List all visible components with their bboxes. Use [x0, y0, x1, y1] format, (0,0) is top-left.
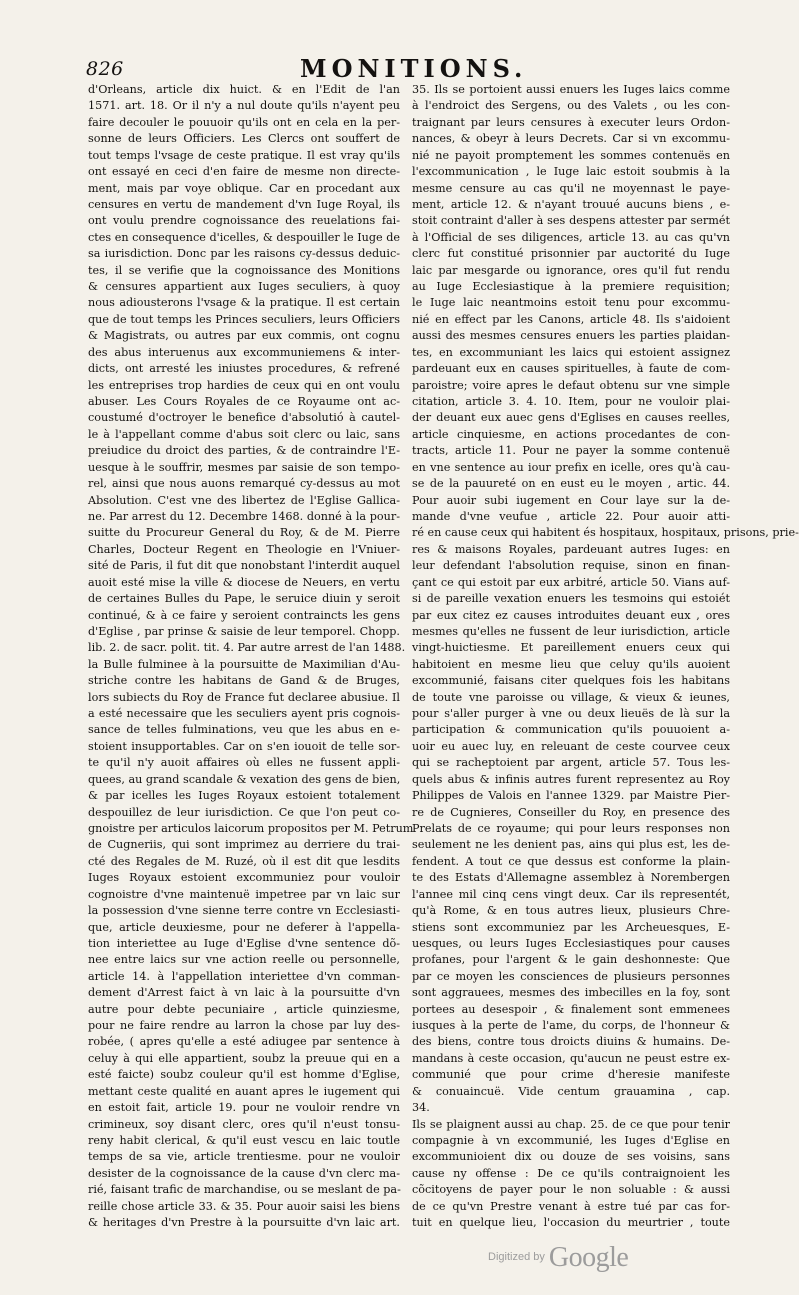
text-line: nié ne payoit promptement les sommes contenuës en [412, 148, 730, 162]
text-line: de ce qu'vn Prestre venant à estre tué par cas for- [412, 1199, 730, 1213]
text-line: portees au desespoir , & finalement sont emmenees [412, 1002, 730, 1016]
text-line: Prelats de ce royaume; qui pour leurs responses non [412, 821, 730, 835]
text-line: la possession d'vne sienne terre contre vn Ecclesiasti- [88, 904, 400, 918]
digitized-by-google-watermark [488, 1242, 628, 1274]
text-line: aussi des mesmes censures enuers les parties plaidan- [412, 329, 730, 343]
text-line: & heritages d'vn Prestre à la poursuitte d'vn laic art. [88, 1216, 400, 1230]
text-line: striche contre les habitans de Gand & de Bruges, [88, 674, 400, 688]
text-line: que de tout temps les Princes seculiers, leurs Officiers [88, 312, 400, 326]
text-line: Charles, Docteur Regent en Theologie en l'Vniuer- [88, 542, 400, 556]
text-line: en estoit fait, article 19. pour ne vouloir rendre vn [88, 1101, 400, 1115]
text-line: mesmes qu'elles ne fussent de leur iurisdiction, article [412, 624, 730, 638]
text-line: Iuges Royaux estoient excommuniez pour vouloir [88, 871, 400, 885]
text-line: abuser. Les Cours Royales de ce Royaume ont ac- [88, 395, 400, 409]
text-line: sité de Paris, il fut dit que nonobstant l'interdit auquel [88, 559, 400, 573]
text-line: autre pour debte pecuniaire , article quinziesme, [88, 1002, 400, 1016]
text-line: te des Estats d'Allemagne assemblez à Norembergen [412, 871, 730, 885]
text-line: participation & communication qu'ils pouuoient a- [412, 723, 730, 737]
text-line: en vne sentence au iour prefix en icelle, ores qu'à cau- [412, 460, 730, 474]
text-line: & censures appartient aux Iuges seculiers, à quoy [88, 280, 400, 294]
text-line: cognoistre d'vne maintenuë impetree par vn laic sur [88, 887, 400, 901]
text-line: profanes, pour l'argent & le gain deshonneste: Que [412, 953, 730, 967]
text-line: faire decouler le pouuoir qu'ils ont en cela en la per- [88, 115, 400, 129]
text-line: 1571. art. 18. Or il n'y a nul doute qu'ils n'ayent peu [88, 99, 400, 113]
text-line: se de la pauureté on en eust eu le moyen , artic. 44. [412, 477, 730, 491]
google-logo: Google [548, 1242, 629, 1273]
text-line: de toute vne paroisse ou village, & vieux & ieunes, [412, 690, 730, 704]
text-line: der deuant eux auec gens d'Eglises en causes reelles, [412, 411, 730, 425]
text-line: tuit en quelque lieu, l'occasion du meurtrier , toute [412, 1216, 730, 1230]
text-line: stiens sont excommuniez par les Archeuesques, E- [412, 920, 730, 934]
text-line: robée, ( apres qu'elle a esté adiugee par sentence à [88, 1035, 400, 1049]
text-line: mande d'vne veufue , article 22. Pour auoir atti- [412, 509, 730, 523]
text-line: laic par mesgarde ou ignorance, ores qu'il fut rendu [412, 263, 730, 277]
text-line: tracts, article 11. Pour ne payer la somme contenuë [412, 444, 730, 458]
text-line: mettant ceste qualité en auant apres le iugement qui [88, 1084, 400, 1098]
text-line: de certaines Bulles du Pape, le seruice diuin y seroit [88, 592, 400, 606]
text-line: excommunié, faisans citer quelques fois les habitans [412, 674, 730, 688]
text-line: les entreprises trop hardies de ceux qui en ont voulu [88, 378, 400, 392]
text-line: nié en effect par les Canons, article 48. Ils s'aidoient [412, 312, 730, 326]
text-line: mesme censure au cas qu'il ne moyennast le paye- [412, 181, 730, 195]
text-line: vingt-huictiesme. Et pareillement enuers ceux qui [412, 641, 730, 655]
text-line: excommunioient dix ou douze de ses voisins, sans [412, 1150, 730, 1164]
watermark-prefix: Digitized by [488, 1251, 545, 1263]
text-line: quees, au grand scandale & vexation des gens de bien, [88, 772, 401, 786]
text-line: article 14. à l'appellation interiettee d'vn comman- [88, 969, 400, 983]
page-number: 826 [86, 58, 124, 80]
text-line: tes, il se verifie que la cognoissance des Monitions [88, 263, 400, 277]
text-line: ont essayé en ceci d'en faire de mesme non directe- [88, 165, 400, 179]
text-line: cté des Regales de M. Ruzé, où il est dit que lesdits [88, 854, 400, 868]
text-line: paroistre; voire apres le defaut obtenu sur vne simple [412, 378, 730, 392]
running-head: MONITIONS. [300, 54, 528, 83]
text-line: compagnie à vn excommunié, les Iuges d'Eglise en [412, 1134, 730, 1147]
text-line: la Bulle fulminee à la poursuitte de Maximilian d'Au- [88, 657, 400, 671]
text-line: continué, & à ce faire y seroient contraincts les gens [88, 608, 400, 622]
text-line: preiudice du droict des parties, & de contraindre l'E- [88, 444, 400, 458]
text-line: uoir eu auec luy, en releuant de ceste courvee ceux [412, 739, 730, 753]
text-line: cõcitoyens de payer pour le non soluable : & aussi [412, 1183, 730, 1197]
text-line: fendent. A tout ce que dessus est conforme la plain- [412, 854, 730, 868]
text-line: l'excommunication , le Iuge laic estoit soubmis à la [412, 165, 730, 179]
text-line: suitte du Procureur General du Roy, & de M. Pierre [88, 526, 400, 540]
text-line: censures en vertu de mandement d'vn Iuge Royal, ils [88, 197, 400, 211]
text-line: par ce moyen les consciences de plusieurs personnes [412, 969, 730, 983]
text-line: Pour auoir subi iugement en Cour laye sur la de- [412, 493, 730, 507]
text-line: uesque à le souffrir, mesmes par saisie de son tempo- [88, 460, 400, 474]
text-line: sa iurisdiction. Donc par les raisons cy-dessus deduic- [88, 247, 400, 261]
text-line: & Magistrats, ou autres par eux commis, ont cognu [88, 329, 400, 343]
text-line: ctes en consequence d'icelles, & despouiller le Iuge de [88, 230, 400, 244]
text-line: tout temps l'vsage de ceste pratique. Il est vray qu'ils [88, 148, 400, 162]
text-line: reny habit clerical, & qu'il eust vescu en laic toutle [88, 1134, 400, 1147]
text-line: pour ne faire rendre au larron la chose par luy des- [88, 1019, 400, 1033]
text-line: d'Orleans, article dix huict. & en l'Edit de l'an [88, 83, 400, 96]
left-text-column [88, 82, 414, 1232]
text-line: Absolution. C'est vne des libertez de l'Eglise Gallica- [88, 493, 400, 507]
text-line: l'annee mil cinq cens vingt deux. Car ils representét, [412, 887, 730, 901]
text-line: clerc fut constitué prisonnier par auctorité du Iuge [412, 247, 730, 261]
text-line: ont voulu prendre cognoissance des reuelations fai- [88, 214, 400, 228]
text-line: citation, article 3. 4. 10. Item, pour ne vouloir plai- [412, 395, 730, 409]
text-line: nances, & obeyr à leurs Decrets. Car si vn excommu- [412, 132, 730, 146]
text-line: sont aggrauees, mesmes des imbecilles en la foy, sont [412, 986, 730, 1000]
text-line: si de pareille vexation enuers les tesmoins qui estoiét [412, 592, 730, 606]
text-line: auoit esté mise la ville & diocese de Neuers, en vertu [88, 575, 400, 589]
text-line: 35. Ils se portoient aussi enuers les Iuges laics comme [412, 83, 730, 96]
text-line: nous adiousterons l'vsage & la pratique. Il est certain [88, 296, 400, 310]
text-line: ne. Par arrest du 12. Decembre 1468. donné à la pour- [88, 509, 400, 523]
text-line: seulement ne les denient pas, ains qui plus est, les de- [412, 838, 730, 852]
text-line: que, article deuxiesme, pour ne deferer à l'appella- [88, 920, 400, 934]
text-line: mandans à ceste occasion, qu'aucun ne peust estre ex- [412, 1051, 730, 1065]
text-line: Philippes de Valois en l'annee 1329. par Maistre Pier- [412, 789, 730, 803]
text-line: esté faicte) soubz couleur qu'il est homme d'Eglise, [88, 1068, 400, 1082]
text-line: & par icelles les Iuges Royaux estoient totalement [88, 789, 400, 803]
text-line: nee entre laics sur vne action reelle ou personnelle, [88, 953, 400, 967]
text-line: ment, article 12. & n'ayant trouué aucuns biens , e- [412, 197, 730, 211]
text-line: sance de telles fulminations, veu que les abus en e- [88, 723, 400, 737]
text-line: tes, en excommuniant les laics qui estoient assignez [412, 345, 730, 359]
text-line: sonne de leurs Officiers. Les Clercs ont souffert de [88, 132, 400, 146]
text-line: gnoistre per articulos laicorum propositos per M. Petrum [88, 821, 414, 835]
text-line: des biens, contre tous droicts diuins & humains. De- [412, 1035, 730, 1049]
text-line: de Cugneriis, qui sont imprimez au derriere du trai- [88, 838, 400, 852]
text-line: qu'à Rome, & en tous autres lieux, plusieurs Chre- [412, 904, 730, 918]
text-line: cause ny offense : De ce qu'ils contraignoient les [412, 1166, 730, 1180]
text-line: à l'endroict des Sergens, ou des Valets , ou les con- [412, 99, 730, 113]
text-line: reille chose article 33. & 35. Pour auoir saisi les biens [88, 1199, 400, 1213]
text-line: & conuaincuë. Vide centum grauamina , cap. [412, 1084, 730, 1098]
text-line: stoient insupportables. Car on s'en iouoit de telle sor- [88, 739, 400, 753]
text-line: iusques à la perte de l'ame, du corps, de l'honneur & [412, 1019, 730, 1033]
text-line: a esté necessaire que les seculiers ayent pris cognois- [88, 707, 400, 721]
text-line: à l'Official de ses diligences, article 13. au cas qu'vn [412, 230, 730, 244]
text-line: ment, mais par voye oblique. Car en procedant aux [88, 181, 400, 195]
text-line: res & maisons Royales, pardeuant autres Iuges: en [412, 542, 730, 556]
text-line: dicts, ont arresté les iniustes procedures, & refrené [88, 362, 400, 376]
text-line: tion interiettee au Iuge d'Eglise d'vne sentence dõ- [88, 936, 400, 950]
text-line: par eux citez ez causes introduites deuant eux , ores [412, 608, 730, 622]
text-line: qui se racheptoient par argent, article 57. Tous les- [412, 756, 730, 770]
text-line: re de Cugnieres, Conseiller du Roy, en presence des [412, 805, 730, 819]
text-line: Ils se plaignent aussi au chap. 25. de ce que pour tenir [412, 1117, 730, 1131]
text-line: stoit contraint d'aller à ses despens attester par sermét [412, 214, 730, 228]
text-line: çant ce qui estoit par eux arbitré, article 50. Vians auf- [412, 575, 730, 589]
text-line: te qu'il n'y auoit affaires où elles ne fussent appli- [88, 756, 400, 770]
text-line: 34. [412, 1101, 430, 1115]
text-line: au Iuge Ecclesiastique à la premiere requisition; [412, 280, 730, 294]
text-line: pardeuant eux en causes spirituelles, à faute de com- [412, 362, 730, 376]
text-line: leur defendant l'absolution requise, sinon en finan- [412, 559, 730, 573]
text-line: habitoient en mesme lieu que celuy qu'ils auoient [412, 657, 730, 671]
text-line: le à l'appellant comme d'abus soit clerc ou laic, sans [88, 427, 400, 441]
text-line: crimineux, soy disant clerc, ores qu'il n'eust tonsu- [88, 1117, 400, 1131]
text-line: pour s'aller purger à vne ou deux lieuës de là sur la [412, 707, 730, 721]
text-line: lib. 2. de sacr. polit. tit. 4. Par autre arrest de l'an 1488. [88, 641, 406, 655]
text-line: traignant par leurs censures à executer leurs Ordon- [412, 115, 730, 129]
text-line: celuy à qui elle appartient, soubz la preuue qui en a [88, 1051, 400, 1065]
text-line: rel, ainsi que nous auons remarqué cy-dessus au mot [88, 477, 400, 491]
text-line: quels abus & infinis autres furent representez au Roy [412, 772, 730, 786]
text-line: dement d'Arrest faict à vn laic à la poursuitte d'vn [88, 986, 400, 1000]
text-line: uesques, ou leurs Iuges Ecclesiastiques pour causes [412, 936, 730, 950]
text-line: despouillez de leur iurisdiction. Ce que l'on peut co- [88, 805, 400, 819]
right-text-column [412, 82, 799, 1232]
text-line: rié, faisant trafic de marchandise, ou se meslant de pa- [88, 1183, 401, 1197]
text-line: temps de sa vie, article trentiesme. pour ne vouloir [88, 1150, 400, 1164]
text-line: des abus interuenus aux excommuniemens & inter- [88, 345, 400, 359]
text-line: d'Eglise , par prinse & saisie de leur temporel. Chopp. [88, 624, 400, 638]
text-line: desister de la cognoissance de la cause d'vn clerc ma- [88, 1166, 400, 1180]
text-line: ré en cause ceux qui habitent és hospitaux, hospitaux, prisons, prie- [412, 526, 799, 540]
text-line: coustumé d'octroyer le benefice d'absolutió à cautel- [88, 411, 400, 425]
text-line: lors subiects du Roy de France fut declaree abusiue. Il [88, 690, 400, 704]
text-line: article cinquiesme, en actions procedantes de con- [412, 427, 730, 441]
text-line: le Iuge laic neantmoins estoit tenu pour excommu- [412, 296, 730, 310]
text-line: communié que pour crime d'heresie manifeste [412, 1068, 730, 1082]
